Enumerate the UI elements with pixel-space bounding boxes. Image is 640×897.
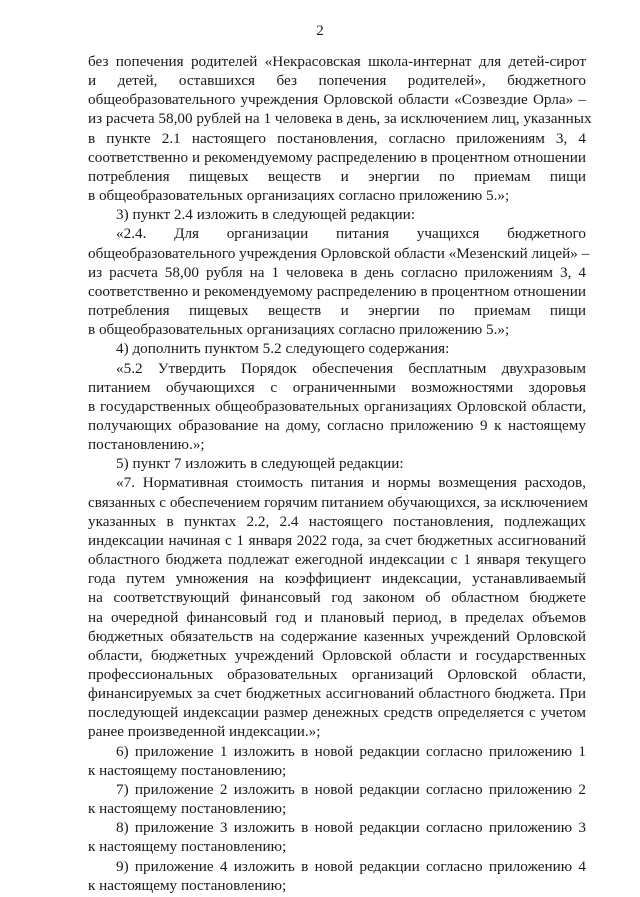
text-line: к настоящему постановлению; (88, 876, 287, 894)
text-line: из расчета 58,00 рублей на 1 человека в день, за исключением лиц, указанных (88, 110, 592, 128)
text-line: ранее произведенной индексации.»; (88, 723, 321, 741)
text-line: областного бюджета подлежат ежегодной индексации с 1 января текущего (88, 551, 586, 569)
text-line: в общеобразовательных организациях согласно приложению 5.»; (88, 187, 510, 205)
document-body (88, 52, 592, 895)
text-line: общеобразовательного учреждения Орловской области «Созвездие Орла» – (88, 91, 586, 109)
text-line: финансируемых за счет бюджетных ассигнований областного бюджета. При (88, 685, 586, 703)
text-line: потребления пищевых веществ и энергии по приемам пищи (88, 167, 586, 185)
text-line: бюджетных обязательств на содержание казенных учреждений Орловской (88, 627, 586, 645)
text-line: к настоящему постановлению; (88, 761, 287, 779)
text-line: из расчета 58,00 рубля на 1 человека в день согласно приложениям 3, 4 (88, 263, 586, 281)
text-line: «7. Нормативная стоимость питания и нормы возмещения расходов, (116, 474, 586, 492)
text-line: 9) приложение 4 изложить в новой редакции согласно приложению 4 (116, 857, 586, 875)
text-line: в общеобразовательных организациях согласно приложению 5.»; (88, 321, 510, 339)
text-line: на соответствующий финансовый год законом об областном бюджете (88, 589, 586, 607)
text-line: года путем умножения на коэффициент индексации, устанавливаемый (88, 570, 586, 588)
text-line: последующей индексации размер денежных средств определяется с учетом (88, 704, 586, 722)
text-line: соответственно и рекомендуемому распределению в процентном отношении (88, 282, 586, 300)
text-line: к настоящему постановлению; (88, 800, 287, 818)
text-line: к настоящему постановлению; (88, 838, 287, 856)
text-line: профессиональных образовательных организаций Орловской области, (88, 666, 586, 683)
text-line: питанием обучающихся с ограниченными возможностями здоровья (88, 378, 586, 396)
text-line: на очередной финансовый год и плановый период, в пределах объемов (88, 608, 586, 626)
text-line: общеобразовательного учреждения Орловской области «Мезенский лицей» – (88, 244, 590, 262)
text-line: связанных с обеспечением горячим питанием обучающихся, за исключением (88, 493, 588, 511)
text-line: и детей, оставшихся без попечения родителей», бюджетного (88, 72, 586, 90)
text-line: 7) приложение 2 изложить в новой редакции согласно приложению 2 (116, 780, 586, 798)
text-line: соответственно и рекомендуемому распределению в процентном отношении (88, 148, 586, 166)
text-line: 3) пункт 2.4 изложить в следующей редакции: (116, 206, 416, 224)
text-line: 4) дополнить пунктом 5.2 следующего содержания: (116, 340, 450, 358)
text-line: указанных в пунктах 2.2, 2.4 настоящего постановления, подлежащих (88, 512, 586, 530)
text-line: «2.4. Для организации питания учащихся бюджетного (116, 225, 586, 243)
text-line: без попечения родителей «Некрасовская школа-интернат для детей-сирот (88, 53, 586, 70)
text-line: 6) приложение 1 изложить в новой редакции согласно приложению 1 (116, 742, 586, 760)
text-line: «5.2 Утвердить Порядок обеспечения бесплатным двухразовым (116, 359, 586, 377)
text-line: индексации начиная с 1 января 2022 года, за счет бюджетных ассигнований (88, 531, 586, 549)
text-line: области, бюджетных учреждений Орловской области и государственных (88, 646, 586, 664)
text-line: в государственных общеобразовательных организациях Орловской области, (88, 397, 586, 415)
text-line: получающих образование на дому, согласно приложению 9 к настоящему (88, 416, 586, 434)
text-line: постановлению.»; (88, 436, 205, 454)
text-line: в пункте 2.1 настоящего постановления, согласно приложениям 3, 4 (88, 129, 586, 147)
text-line: 5) пункт 7 изложить в следующей редакции: (116, 455, 404, 473)
text-line: потребления пищевых веществ и энергии по приемам пищи (88, 302, 586, 320)
text-line: 8) приложение 3 изложить в новой редакции согласно приложению 3 (116, 819, 586, 837)
page-number: 2 (316, 23, 324, 39)
